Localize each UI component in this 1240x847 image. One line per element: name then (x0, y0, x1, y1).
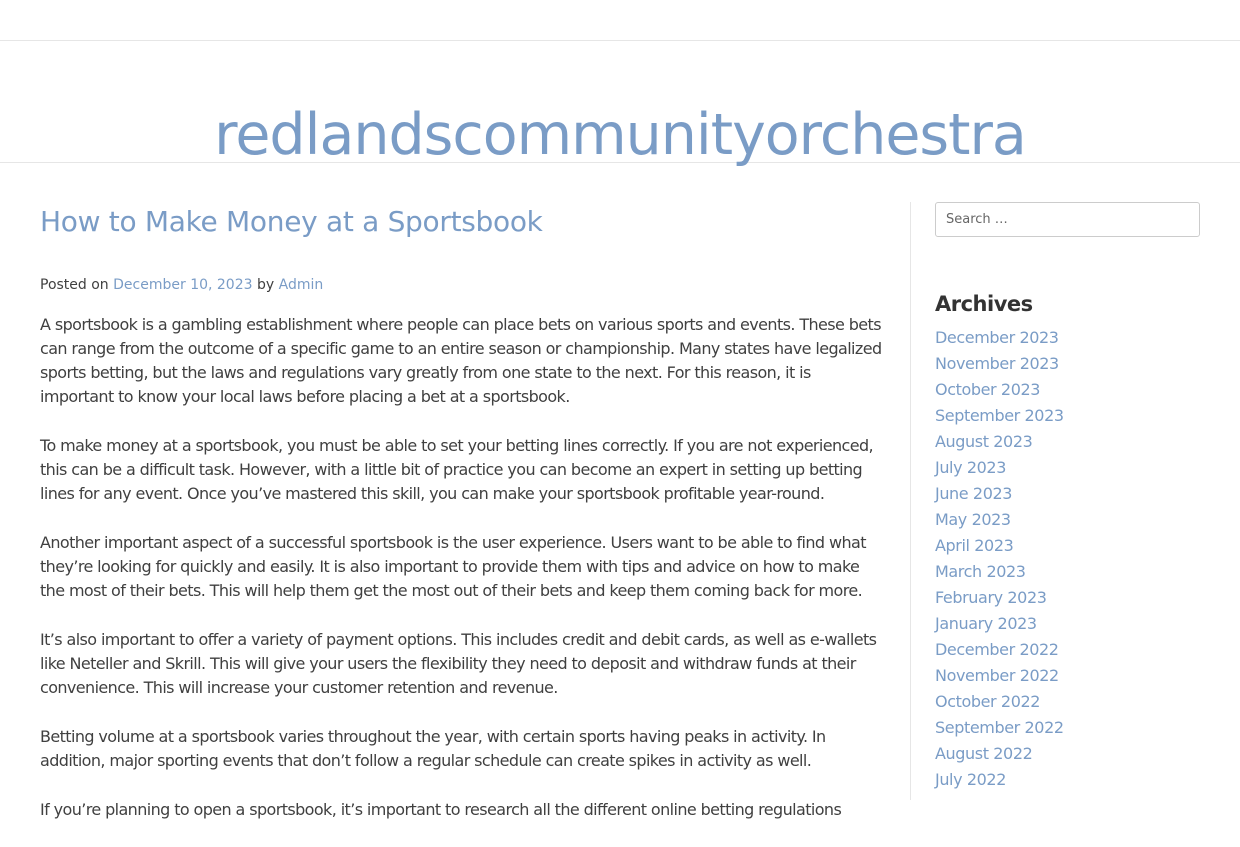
archive-item (935, 325, 1200, 351)
main-content (40, 202, 885, 847)
archive-item (935, 611, 1200, 637)
archive-link[interactable]: August 2022 (935, 744, 1033, 763)
archive-link[interactable]: November 2022 (935, 666, 1059, 685)
post-paragraph: Another important aspect of a successful sportsbook is the user experience. Users want to be able to find what they’re looking for quickly and easily. It is also important to provide them with tips and advice on how to make the most of their bets. This will help them get the most out of their bets and keep them coming back for more. (40, 533, 866, 600)
post-article (40, 202, 885, 822)
archive-link[interactable]: January 2023 (935, 614, 1037, 633)
archive-link[interactable]: October 2023 (935, 380, 1041, 399)
post-paragraph: It’s also important to offer a variety of payment options. This includes credit and debit cards, as well as e-wallets like Neteller and Skrill. This will give your users the flexibility they need to deposit and withdraw funds at their convenience. This will increase your customer retention and revenue. (40, 630, 877, 697)
posted-on-label: Posted on (40, 277, 109, 293)
archive-item (935, 351, 1200, 377)
post-date-link[interactable]: December 10, 2023 (113, 277, 253, 293)
archive-item (935, 481, 1200, 507)
archive-item (935, 663, 1200, 689)
archive-item (935, 559, 1200, 585)
archive-item (935, 377, 1200, 403)
post-paragraph: To make money at a sportsbook, you must be able to set your betting lines correctly. If you are not experienced, this can be a difficult task. However, with a little bit of practice you can become an expert in setting up betting lines for any event. Once you’ve mastered this skill, you can make your sportsbook profitable year-round. (40, 436, 874, 503)
archive-link[interactable]: May 2023 (935, 510, 1011, 529)
archive-item (935, 455, 1200, 481)
archive-link[interactable]: March 2023 (935, 562, 1026, 581)
post-title: How to Make Money at a Sportsbook (40, 205, 543, 238)
archive-link[interactable]: August 2023 (935, 432, 1033, 451)
archive-link[interactable]: October 2022 (935, 692, 1041, 711)
archive-item (935, 741, 1200, 767)
archive-item (935, 715, 1200, 741)
search-input[interactable] (935, 202, 1200, 237)
site-title-link[interactable]: redlandscommunityorchestra (214, 102, 1026, 168)
archive-item (935, 637, 1200, 663)
archive-item (935, 403, 1200, 429)
archive-link[interactable]: September 2022 (935, 718, 1064, 737)
by-label: by (257, 277, 275, 293)
archive-link[interactable]: July 2023 (935, 458, 1006, 477)
author-link[interactable]: Admin (278, 277, 324, 293)
top-bar (0, 0, 1240, 41)
archive-link[interactable]: December 2022 (935, 640, 1059, 659)
archives-list (935, 325, 1200, 793)
search-form (935, 202, 1200, 237)
archive-item (935, 767, 1200, 793)
post-paragraph: Betting volume at a sportsbook varies throughout the year, with certain sports having peaks in activity. In addition, major sporting events that don’t follow a regular schedule can create spikes in activity as well. (40, 727, 826, 770)
archive-item (935, 507, 1200, 533)
sidebar (935, 202, 1200, 793)
archive-item (935, 585, 1200, 611)
site-header (0, 41, 1240, 168)
post-content (40, 313, 885, 822)
archive-link[interactable]: September 2023 (935, 406, 1064, 425)
archive-link[interactable]: December 2023 (935, 328, 1059, 347)
archive-item (935, 689, 1200, 715)
post-paragraph: If you’re planning to open a sportsbook, it’s important to research all the different online betting regulations (40, 800, 842, 819)
archives-title: Archives (935, 292, 1033, 316)
archive-link[interactable]: April 2023 (935, 536, 1014, 555)
sidebar-divider (910, 202, 911, 800)
post-paragraph: A sportsbook is a gambling establishment where people can place bets on various sports and events. These bets can range from the outcome of a specific game to an entire season or championship. Many states have legalized sports betting, but the laws and regulations vary greatly from one state to the next. For this reason, it is important to know your local laws before placing a bet at a sportsbook. (40, 315, 882, 406)
archive-link[interactable]: November 2023 (935, 354, 1059, 373)
archive-link[interactable]: June 2023 (935, 484, 1013, 503)
archive-link[interactable]: February 2023 (935, 588, 1047, 607)
post-meta (40, 275, 885, 295)
archive-item (935, 533, 1200, 559)
archive-link[interactable]: July 2022 (935, 770, 1006, 789)
archive-item (935, 429, 1200, 455)
